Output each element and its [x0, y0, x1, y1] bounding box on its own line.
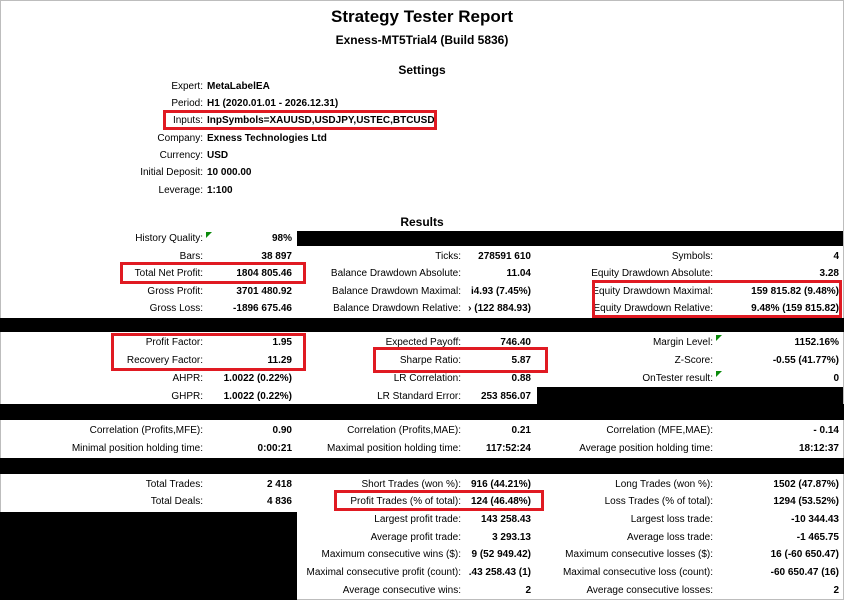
metric-value: 1.0022 (0.22%): [223, 391, 292, 402]
metric-label: Equity Drawdown Maximal:: [592, 286, 713, 297]
metric-value: -60 650.47 (16): [770, 567, 839, 578]
highlight-sharpe-ratio: [373, 347, 548, 373]
metric-value: .43 258.43 (1): [468, 567, 531, 578]
metric-label: Average profit trade:: [370, 532, 461, 543]
metric-label: Balance Drawdown Absolute:: [330, 268, 461, 279]
separator-band-2: [0, 404, 844, 420]
metric-value: 1.0022 (0.22%): [223, 373, 292, 384]
results-heading: Results: [400, 215, 444, 229]
metric-value: 3701 480.92: [236, 286, 292, 297]
metric-value: -1896 675.46: [233, 303, 292, 314]
metric-value: 124 (46.48%): [470, 496, 531, 507]
metric-label: Profit Factor:: [145, 337, 203, 348]
highlight-factors: [111, 333, 306, 371]
metric-label: Largest profit trade:: [374, 514, 461, 525]
metric-label: Minimal position holding time:: [71, 443, 203, 454]
separator-band-1: [0, 318, 844, 332]
metric-label: Margin Level:: [652, 337, 713, 348]
metric-label: Total Trades:: [145, 479, 203, 490]
setting-label: Currency:: [159, 150, 203, 161]
metric-label: Total Net Profit:: [134, 268, 203, 279]
metric-value: - 0.14: [813, 425, 839, 436]
metric-value: 117:52:24: [485, 443, 531, 454]
metric-value: 9.48% (159 815.82): [751, 303, 839, 314]
setting-label: Leverage:: [158, 185, 203, 196]
report-title: Strategy Tester Report: [330, 7, 513, 26]
metric-value: 0.21: [511, 425, 531, 436]
highlight-profit-trades: [334, 490, 544, 511]
setting-value: 10 000.00: [207, 167, 252, 178]
metric-value: 0:00:21: [257, 443, 292, 454]
metric-label: Maximum consecutive losses ($):: [565, 549, 713, 560]
band-left-bottom: [0, 512, 297, 600]
setting-value: 1:100: [207, 185, 233, 196]
metric-value: 916 (44.21%): [470, 479, 531, 490]
metric-label: Balance Drawdown Maximal:: [332, 286, 461, 297]
highlight-total-net-profit: [120, 262, 306, 284]
metric-value: 11.04: [506, 268, 531, 279]
metric-label: Maximal consecutive profit (count):: [306, 567, 461, 578]
setting-label: Initial Deposit:: [140, 167, 203, 178]
metric-label: Symbols:: [671, 251, 713, 262]
metric-value: 1152.16%: [794, 337, 839, 348]
metric-label: Equity Drawdown Relative:: [593, 303, 713, 314]
metric-label: Ticks:: [435, 251, 461, 262]
report-subtitle: Exness-MT5Trial4 (Build 5836): [335, 33, 509, 47]
setting-value: Exness Technologies Ltd: [207, 133, 327, 144]
metric-label: Average consecutive wins:: [342, 585, 461, 596]
metric-value: 2: [525, 585, 531, 596]
separator-band-3: [0, 458, 844, 474]
metric-value: 253 856.07: [480, 391, 531, 402]
metric-value: 1804 805.46: [236, 268, 292, 279]
metric-label: Correlation (MFE,MAE):: [606, 425, 713, 436]
metric-label: Expected Payoff:: [385, 337, 461, 348]
metric-value: 278591 610: [478, 251, 531, 262]
metric-value: 1502 (47.87%): [773, 479, 839, 490]
metric-value: 0.90: [272, 425, 292, 436]
metric-label: Balance Drawdown Relative:: [333, 303, 461, 314]
metric-value: › (122 884.93): [468, 303, 531, 314]
metric-label: GHPR:: [171, 391, 203, 402]
metric-value: 5.87: [511, 355, 531, 366]
metric-value: 159 815.82 (9.48%): [751, 286, 839, 297]
metric-label: Loss Trades (% of total):: [604, 496, 713, 507]
metric-value: 3 293.13: [492, 532, 531, 543]
metric-label: Gross Loss:: [149, 303, 203, 314]
metric-label: Maximum consecutive wins ($):: [321, 549, 461, 560]
metric-label: Maximal consecutive loss (count):: [562, 567, 713, 578]
metric-value: 18:12:37: [798, 443, 839, 454]
history-quality-value: 98%: [271, 233, 292, 244]
highlight-inputs: [163, 110, 437, 130]
metric-label: Gross Profit:: [147, 286, 203, 297]
setting-value: H1 (2020.01.01 - 2026.12.31): [207, 98, 339, 109]
metric-label: Correlation (Profits,MFE):: [89, 425, 203, 436]
metric-value: 1.95: [272, 337, 292, 348]
metric-label: Total Deals:: [150, 496, 203, 507]
metric-label: Maximal position holding time:: [327, 443, 461, 454]
metric-value: 746.40: [500, 337, 531, 348]
metric-value: 2 418: [266, 479, 292, 490]
metric-label: AHPR:: [172, 373, 203, 384]
metric-value: -10 344.43: [791, 514, 839, 525]
metric-value: 0.88: [511, 373, 531, 384]
setting-label: Inputs:: [172, 115, 203, 126]
metric-value: 9 (52 949.42): [471, 549, 531, 560]
metric-label: LR Standard Error:: [377, 391, 461, 402]
metric-label: Long Trades (won %):: [615, 479, 713, 490]
metric-label: Sharpe Ratio:: [399, 355, 461, 366]
history-quality-label: History Quality:: [135, 233, 203, 244]
metric-value: 2: [833, 585, 839, 596]
metric-value: -1 465.75: [796, 532, 839, 543]
metric-label: Short Trades (won %):: [361, 479, 461, 490]
metric-value: 3.28: [819, 268, 839, 279]
highlight-equity-drawdown: [592, 280, 842, 318]
setting-value: MetaLabelEA: [207, 81, 270, 92]
band-right-b2: [537, 387, 843, 404]
metric-label: Average consecutive losses:: [586, 585, 713, 596]
metric-label: Average loss trade:: [627, 532, 713, 543]
setting-label: Period:: [171, 98, 203, 109]
metric-label: Bars:: [179, 251, 203, 262]
metric-label: Average position holding time:: [579, 443, 713, 454]
metric-value: 1294 (53.52%): [773, 496, 839, 507]
settings-heading: Settings: [398, 63, 446, 77]
metric-label: Z-Score:: [674, 355, 713, 366]
metric-value: 4: [833, 251, 839, 262]
metric-value: i4.93 (7.45%): [470, 286, 531, 297]
metric-label: LR Correlation:: [393, 373, 461, 384]
metric-value: 0: [833, 373, 839, 384]
metric-value: 143 258.43: [480, 514, 531, 525]
metric-value: 16 (-60 650.47): [770, 549, 839, 560]
setting-value: USD: [207, 150, 229, 161]
metric-label: Profit Trades (% of total):: [350, 496, 461, 507]
metric-label: Recovery Factor:: [126, 355, 203, 366]
metric-label: OnTester result:: [642, 373, 713, 384]
metric-value: 11.29: [267, 355, 292, 366]
band-top-right: [297, 231, 843, 246]
metric-value: 38 897: [261, 251, 292, 262]
metric-label: Largest loss trade:: [630, 514, 713, 525]
metric-label: Equity Drawdown Absolute:: [591, 268, 713, 279]
setting-label: Company:: [157, 133, 203, 144]
setting-label: Expert:: [171, 81, 203, 92]
metric-value: 4 836: [266, 496, 292, 507]
setting-value: InpSymbols=XAUUSD,USDJPY,USTEC,BTCUSD: [207, 115, 435, 126]
metric-value: -0.55 (41.77%): [772, 355, 839, 366]
metric-label: Correlation (Profits,MAE):: [347, 425, 461, 436]
